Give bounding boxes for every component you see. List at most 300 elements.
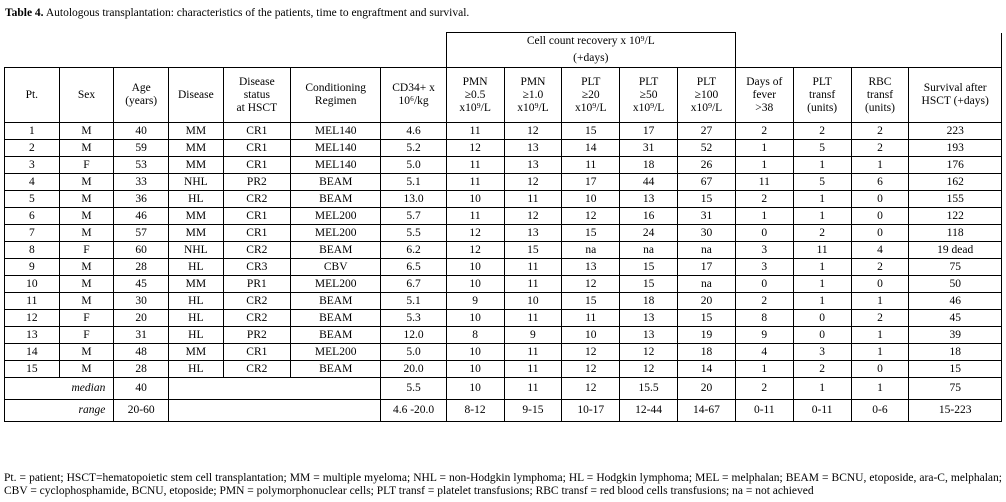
table-cell: 33 (114, 174, 169, 191)
table-cell: F (59, 327, 114, 344)
table-cell: 12 (562, 208, 620, 225)
column-header-line: Pt. (25, 88, 39, 101)
table-cell: 5.0 (381, 157, 446, 174)
table-cell: 2 (851, 140, 909, 157)
table-cell: 2 (851, 123, 909, 140)
table-cell: 5.5 (381, 225, 446, 242)
table-cell: 4 (5, 174, 60, 191)
table-cell: 15 (678, 191, 736, 208)
table-cell: MEL200 (290, 225, 380, 242)
table-cell: 11 (504, 310, 562, 327)
table-cell: 1 (851, 293, 909, 310)
table-cell: 5.2 (381, 140, 446, 157)
table-cell: 18 (909, 344, 1002, 361)
table-cell: 12 (562, 276, 620, 293)
table-caption (5, 7, 469, 19)
table-cell: 118 (909, 225, 1002, 242)
table-cell: 1 (851, 327, 909, 344)
table-cell: 11 (446, 174, 504, 191)
table-cell: 59 (114, 140, 169, 157)
table-cell: CR3 (223, 259, 290, 276)
table-cell: 0 (851, 208, 909, 225)
table-cell: 12 (504, 123, 562, 140)
table-cell: MM (169, 276, 224, 293)
table-cell: 2 (735, 191, 793, 208)
table-cell: CR2 (223, 191, 290, 208)
table-cell: 12 (620, 361, 678, 378)
table-cell: 176 (909, 157, 1002, 174)
table-cell: 20 (114, 310, 169, 327)
column-header-line: (years) (125, 95, 158, 107)
column-header-line: at HSCT (236, 101, 278, 114)
table-cell: 8 (446, 327, 504, 344)
summary-label: median (5, 378, 114, 400)
table-cell: 5.0 (381, 344, 446, 361)
summary-cell: 75 (909, 378, 1002, 400)
column-header-line: PLT (696, 75, 717, 88)
table-cell: 9 (504, 327, 562, 344)
table-cell: BEAM (290, 293, 380, 310)
table-cell: 4 (735, 344, 793, 361)
footnote: Pt. = patient; HSCT=hematopoietic stem cell transplantation; MM = multiple myeloma; NHL = non-Hodgkin lymphoma; HL = Hodgkin lymphoma; MEL = melphalan; BEAM = BCNU, etoposide, ara-C, melphalan; CBV = cyclophosphamide, BCNU, etoposide; PMN = polymorphonuclear cells; PLT transf = platelet transfusions; RBC transf = red blood cells transfusions; na = not achieved (4, 472, 1002, 497)
table-cell: CR1 (223, 208, 290, 225)
column-header (678, 68, 736, 123)
table-cell: 10 (562, 327, 620, 344)
table-cell: 162 (909, 174, 1002, 191)
table-cell: F (59, 310, 114, 327)
table-cell: BEAM (290, 191, 380, 208)
group-header-line1: Cell count recovery x 10⁹/L (526, 35, 655, 47)
table-cell: 8 (5, 242, 60, 259)
group-header-line2: (+days) (573, 52, 609, 64)
table-cell: 12 (446, 242, 504, 259)
table-cell: 18 (678, 344, 736, 361)
column-header-row (5, 68, 1002, 123)
table-cell: M (59, 174, 114, 191)
table-cell: 16 (620, 208, 678, 225)
table-cell: 12 (620, 344, 678, 361)
table-cell: HL (169, 327, 224, 344)
summary-cell: 15.5 (620, 378, 678, 400)
table-cell: M (59, 191, 114, 208)
column-header (735, 68, 793, 123)
table-cell: 4.6 (381, 123, 446, 140)
table-cell: CR1 (223, 157, 290, 174)
table-row (5, 276, 1002, 293)
table-cell: 1 (793, 208, 851, 225)
table-cell: 0 (851, 191, 909, 208)
table-cell: 1 (735, 361, 793, 378)
column-header-line: x10⁹/L (575, 101, 607, 114)
table-cell: 0 (851, 361, 909, 378)
column-header (909, 68, 1002, 123)
column-header-line: PMN (520, 75, 546, 88)
table-cell: 0 (793, 327, 851, 344)
table-cell: 13 (504, 225, 562, 242)
table-cell: 13 (504, 157, 562, 174)
table-cell: 36 (114, 191, 169, 208)
table-cell: 50 (909, 276, 1002, 293)
table-cell: M (59, 276, 114, 293)
table-cell: 13 (5, 327, 60, 344)
table-cell: NHL (169, 242, 224, 259)
table-cell: CR1 (223, 140, 290, 157)
column-header-line: ≥1.0 (522, 88, 544, 101)
table-row (5, 208, 1002, 225)
table-cell: 3 (735, 242, 793, 259)
table-cell: 2 (735, 293, 793, 310)
table-cell: 122 (909, 208, 1002, 225)
column-header (223, 68, 290, 123)
table-cell: 11 (446, 208, 504, 225)
table-cell: NHL (169, 174, 224, 191)
column-header-line: Disease (177, 88, 214, 101)
summary-row-median (5, 378, 1002, 400)
table-cell: 11 (5, 293, 60, 310)
table-cell: MEL200 (290, 208, 380, 225)
table-cell: 13.0 (381, 191, 446, 208)
table-cell: 1 (793, 276, 851, 293)
table-cell: 13 (620, 191, 678, 208)
table-cell: 6 (851, 174, 909, 191)
table-cell: 10 (446, 259, 504, 276)
table-cell: F (59, 157, 114, 174)
table-cell: 193 (909, 140, 1002, 157)
table-cell: 15 (562, 225, 620, 242)
summary-cell: 20 (678, 378, 736, 400)
table-cell: na (678, 276, 736, 293)
table-cell: 1 (793, 293, 851, 310)
table-cell: F (59, 242, 114, 259)
table-cell: 15 (678, 310, 736, 327)
table-cell: 1 (851, 157, 909, 174)
table-cell: CR2 (223, 361, 290, 378)
table-cell: 45 (909, 310, 1002, 327)
table-row (5, 123, 1002, 140)
table-cell: 2 (793, 361, 851, 378)
column-header-line: (units) (864, 101, 895, 114)
table-cell: 15 (562, 123, 620, 140)
summary-blank (169, 400, 381, 422)
table-cell: 10 (446, 310, 504, 327)
table-cell: MM (169, 140, 224, 157)
column-header-line: Age (131, 82, 151, 94)
column-header-line: fever (752, 88, 777, 101)
column-header-line: Survival after (923, 82, 987, 94)
table-cell: 4 (851, 242, 909, 259)
table-cell: M (59, 293, 114, 310)
summary-cell: 2 (735, 378, 793, 400)
table-cell: 1 (851, 344, 909, 361)
table-cell: M (59, 123, 114, 140)
table-cell: 2 (5, 140, 60, 157)
table-cell: 17 (678, 259, 736, 276)
column-header (446, 68, 504, 123)
table-cell: 17 (562, 174, 620, 191)
table-cell: CR1 (223, 344, 290, 361)
table-cell: 10 (5, 276, 60, 293)
table-cell: 5 (5, 191, 60, 208)
table-cell: 27 (678, 123, 736, 140)
table-cell: MM (169, 157, 224, 174)
summary-cell: 11 (504, 378, 562, 400)
table-cell: 52 (678, 140, 736, 157)
table-row (5, 293, 1002, 310)
table-row (5, 327, 1002, 344)
table-cell: 8 (735, 310, 793, 327)
table-cell: 15 (562, 293, 620, 310)
table-cell: M (59, 361, 114, 378)
column-header-line: >38 (755, 101, 774, 114)
summary-row-range (5, 400, 1002, 422)
group-header-spacer (5, 33, 447, 68)
table-cell: 26 (678, 157, 736, 174)
summary-label: range (5, 400, 114, 422)
table-cell: 15 (504, 242, 562, 259)
table-cell: 30 (678, 225, 736, 242)
table-cell: 11 (562, 157, 620, 174)
table-cell: 11 (504, 276, 562, 293)
results-table (4, 32, 1002, 422)
table-row (5, 140, 1002, 157)
table-row (5, 361, 1002, 378)
table-cell: 46 (114, 208, 169, 225)
table-row (5, 225, 1002, 242)
table-cell: 15 (620, 259, 678, 276)
table-cell: 11 (504, 191, 562, 208)
table-cell: CR2 (223, 310, 290, 327)
summary-cell: 0-6 (851, 400, 909, 422)
group-header-spacer-right (735, 33, 1001, 68)
table-row (5, 242, 1002, 259)
table-cell: 13 (620, 310, 678, 327)
table-row (5, 191, 1002, 208)
column-header-line: transf (866, 88, 894, 101)
column-header-line: Sex (77, 88, 96, 101)
table-cell: 2 (851, 310, 909, 327)
table-cell: 31 (620, 140, 678, 157)
table-cell: na (620, 242, 678, 259)
table-cell: HL (169, 310, 224, 327)
table-cell: 11 (735, 174, 793, 191)
column-header-line: PMN (462, 75, 488, 88)
table-cell: 28 (114, 259, 169, 276)
summary-cell: 1 (793, 378, 851, 400)
table-cell: 10 (446, 191, 504, 208)
table-cell: 6 (5, 208, 60, 225)
summary-cell: 0-11 (735, 400, 793, 422)
table-row (5, 259, 1002, 276)
summary-cd34: 4.6 -20.0 (381, 400, 446, 422)
table-cell: 24 (620, 225, 678, 242)
table-cell: 14 (562, 140, 620, 157)
table-cell: 18 (620, 293, 678, 310)
table-cell: BEAM (290, 327, 380, 344)
table-row (5, 174, 1002, 191)
table-cell: CR2 (223, 242, 290, 259)
table-cell: 11 (504, 259, 562, 276)
table-cell: 20.0 (381, 361, 446, 378)
table-cell: MEL140 (290, 140, 380, 157)
column-header-line: ≥50 (639, 88, 658, 101)
table-cell: 31 (678, 208, 736, 225)
table-cell: 12 (504, 208, 562, 225)
table-cell: 2 (735, 123, 793, 140)
column-header (169, 68, 224, 123)
summary-cell: 10 (446, 378, 504, 400)
table-cell: 6.7 (381, 276, 446, 293)
table-cell: 28 (114, 361, 169, 378)
table-caption-label: Table 4. (5, 7, 44, 19)
table-cell: PR1 (223, 276, 290, 293)
table-cell: 44 (620, 174, 678, 191)
table-cell: 12 (446, 225, 504, 242)
table-cell: 19 (678, 327, 736, 344)
table-cell: MEL140 (290, 123, 380, 140)
table-cell: 9 (735, 327, 793, 344)
column-header-line: ≥0.5 (464, 88, 486, 101)
table-cell: 12 (562, 361, 620, 378)
table-cell: BEAM (290, 174, 380, 191)
column-header-line: Regimen (314, 95, 357, 107)
table-cell: M (59, 208, 114, 225)
summary-cell: 0-11 (793, 400, 851, 422)
table-cell: 11 (446, 123, 504, 140)
table-caption-text: Autologous transplantation: characteristics of the patients, time to engraftment and survival. (45, 7, 470, 19)
table-cell: 40 (114, 123, 169, 140)
summary-blank (169, 378, 381, 400)
table-cell: 19 dead (909, 242, 1002, 259)
table-cell: 11 (504, 361, 562, 378)
table-cell: MEL200 (290, 344, 380, 361)
table-cell: HL (169, 191, 224, 208)
column-header-line: x10⁹/L (690, 101, 723, 114)
summary-cell: 8-12 (446, 400, 504, 422)
column-header-line: x10⁹/L (632, 101, 665, 114)
column-header-line: x10⁹/L (459, 101, 491, 114)
table-cell: 6.2 (381, 242, 446, 259)
table-cell: 3 (5, 157, 60, 174)
table-cell: 75 (909, 259, 1002, 276)
table-cell: 5 (793, 140, 851, 157)
table-cell: 0 (735, 225, 793, 242)
column-header (114, 68, 169, 123)
table-cell: 46 (909, 293, 1002, 310)
table-cell: M (59, 259, 114, 276)
table-cell: 5.1 (381, 174, 446, 191)
table-cell: 67 (678, 174, 736, 191)
table-cell: 0 (851, 225, 909, 242)
table-cell: 11 (562, 310, 620, 327)
table-cell: 3 (793, 344, 851, 361)
table-cell: 18 (620, 157, 678, 174)
column-header-line: Days of (746, 75, 783, 88)
table-cell: 15 (5, 361, 60, 378)
table-cell: 57 (114, 225, 169, 242)
table-cell: 1 (735, 157, 793, 174)
table-cell: 1 (735, 208, 793, 225)
column-header-line: CD34+ x (392, 82, 435, 94)
column-header (290, 68, 380, 123)
table-cell: 5.7 (381, 208, 446, 225)
column-header-line: (units) (807, 101, 838, 114)
table-cell: 60 (114, 242, 169, 259)
table-cell: 10 (446, 361, 504, 378)
table-cell: 2 (851, 259, 909, 276)
column-header (620, 68, 678, 123)
table-cell: 53 (114, 157, 169, 174)
table-cell: MM (169, 123, 224, 140)
table-cell: MM (169, 208, 224, 225)
table-cell: 14 (678, 361, 736, 378)
table-cell: 9 (5, 259, 60, 276)
table-row (5, 344, 1002, 361)
table-cell: 48 (114, 344, 169, 361)
table-row (5, 310, 1002, 327)
table-cell: 12 (562, 344, 620, 361)
column-header (59, 68, 114, 123)
table-cell: 0 (735, 276, 793, 293)
table-cell: 2 (793, 225, 851, 242)
table-cell: 5.3 (381, 310, 446, 327)
column-header (381, 68, 446, 123)
column-header (793, 68, 851, 123)
table-cell: 6.5 (381, 259, 446, 276)
table-cell: 11 (793, 242, 851, 259)
table-cell: 15 (620, 276, 678, 293)
table-cell: HL (169, 361, 224, 378)
table-cell: 31 (114, 327, 169, 344)
column-header-line: HSCT (+days) (921, 95, 989, 107)
table-cell: 0 (793, 310, 851, 327)
table-cell: MM (169, 344, 224, 361)
column-header-line: transf (809, 88, 836, 101)
table-cell: 1 (735, 140, 793, 157)
table-cell: 45 (114, 276, 169, 293)
table-cell: MEL140 (290, 157, 380, 174)
table-cell: 10 (562, 191, 620, 208)
table-cell: 20 (678, 293, 736, 310)
group-header-cell (446, 33, 735, 68)
table-cell: 12 (5, 310, 60, 327)
table-cell: BEAM (290, 361, 380, 378)
table-cell: MEL200 (290, 276, 380, 293)
summary-cell: 9-15 (504, 400, 562, 422)
summary-cell: 10-17 (562, 400, 620, 422)
table-cell: 1 (5, 123, 60, 140)
table-cell: 1 (793, 191, 851, 208)
table-cell: 9 (446, 293, 504, 310)
summary-cell: 12-44 (620, 400, 678, 422)
table-cell: HL (169, 293, 224, 310)
table-cell: 39 (909, 327, 1002, 344)
table-cell: 155 (909, 191, 1002, 208)
table-cell: 11 (446, 157, 504, 174)
table-cell: 5.1 (381, 293, 446, 310)
table-cell: M (59, 140, 114, 157)
column-header-line: ≥20 (581, 88, 600, 101)
table-cell: 12.0 (381, 327, 446, 344)
column-header (5, 68, 60, 123)
table-cell: 10 (446, 276, 504, 293)
table-cell: 1 (793, 259, 851, 276)
summary-cd34: 5.5 (381, 378, 446, 400)
table-cell: 13 (504, 140, 562, 157)
table-cell: na (562, 242, 620, 259)
summary-cell: 15-223 (909, 400, 1002, 422)
table-cell: CR2 (223, 293, 290, 310)
table-cell: HL (169, 259, 224, 276)
